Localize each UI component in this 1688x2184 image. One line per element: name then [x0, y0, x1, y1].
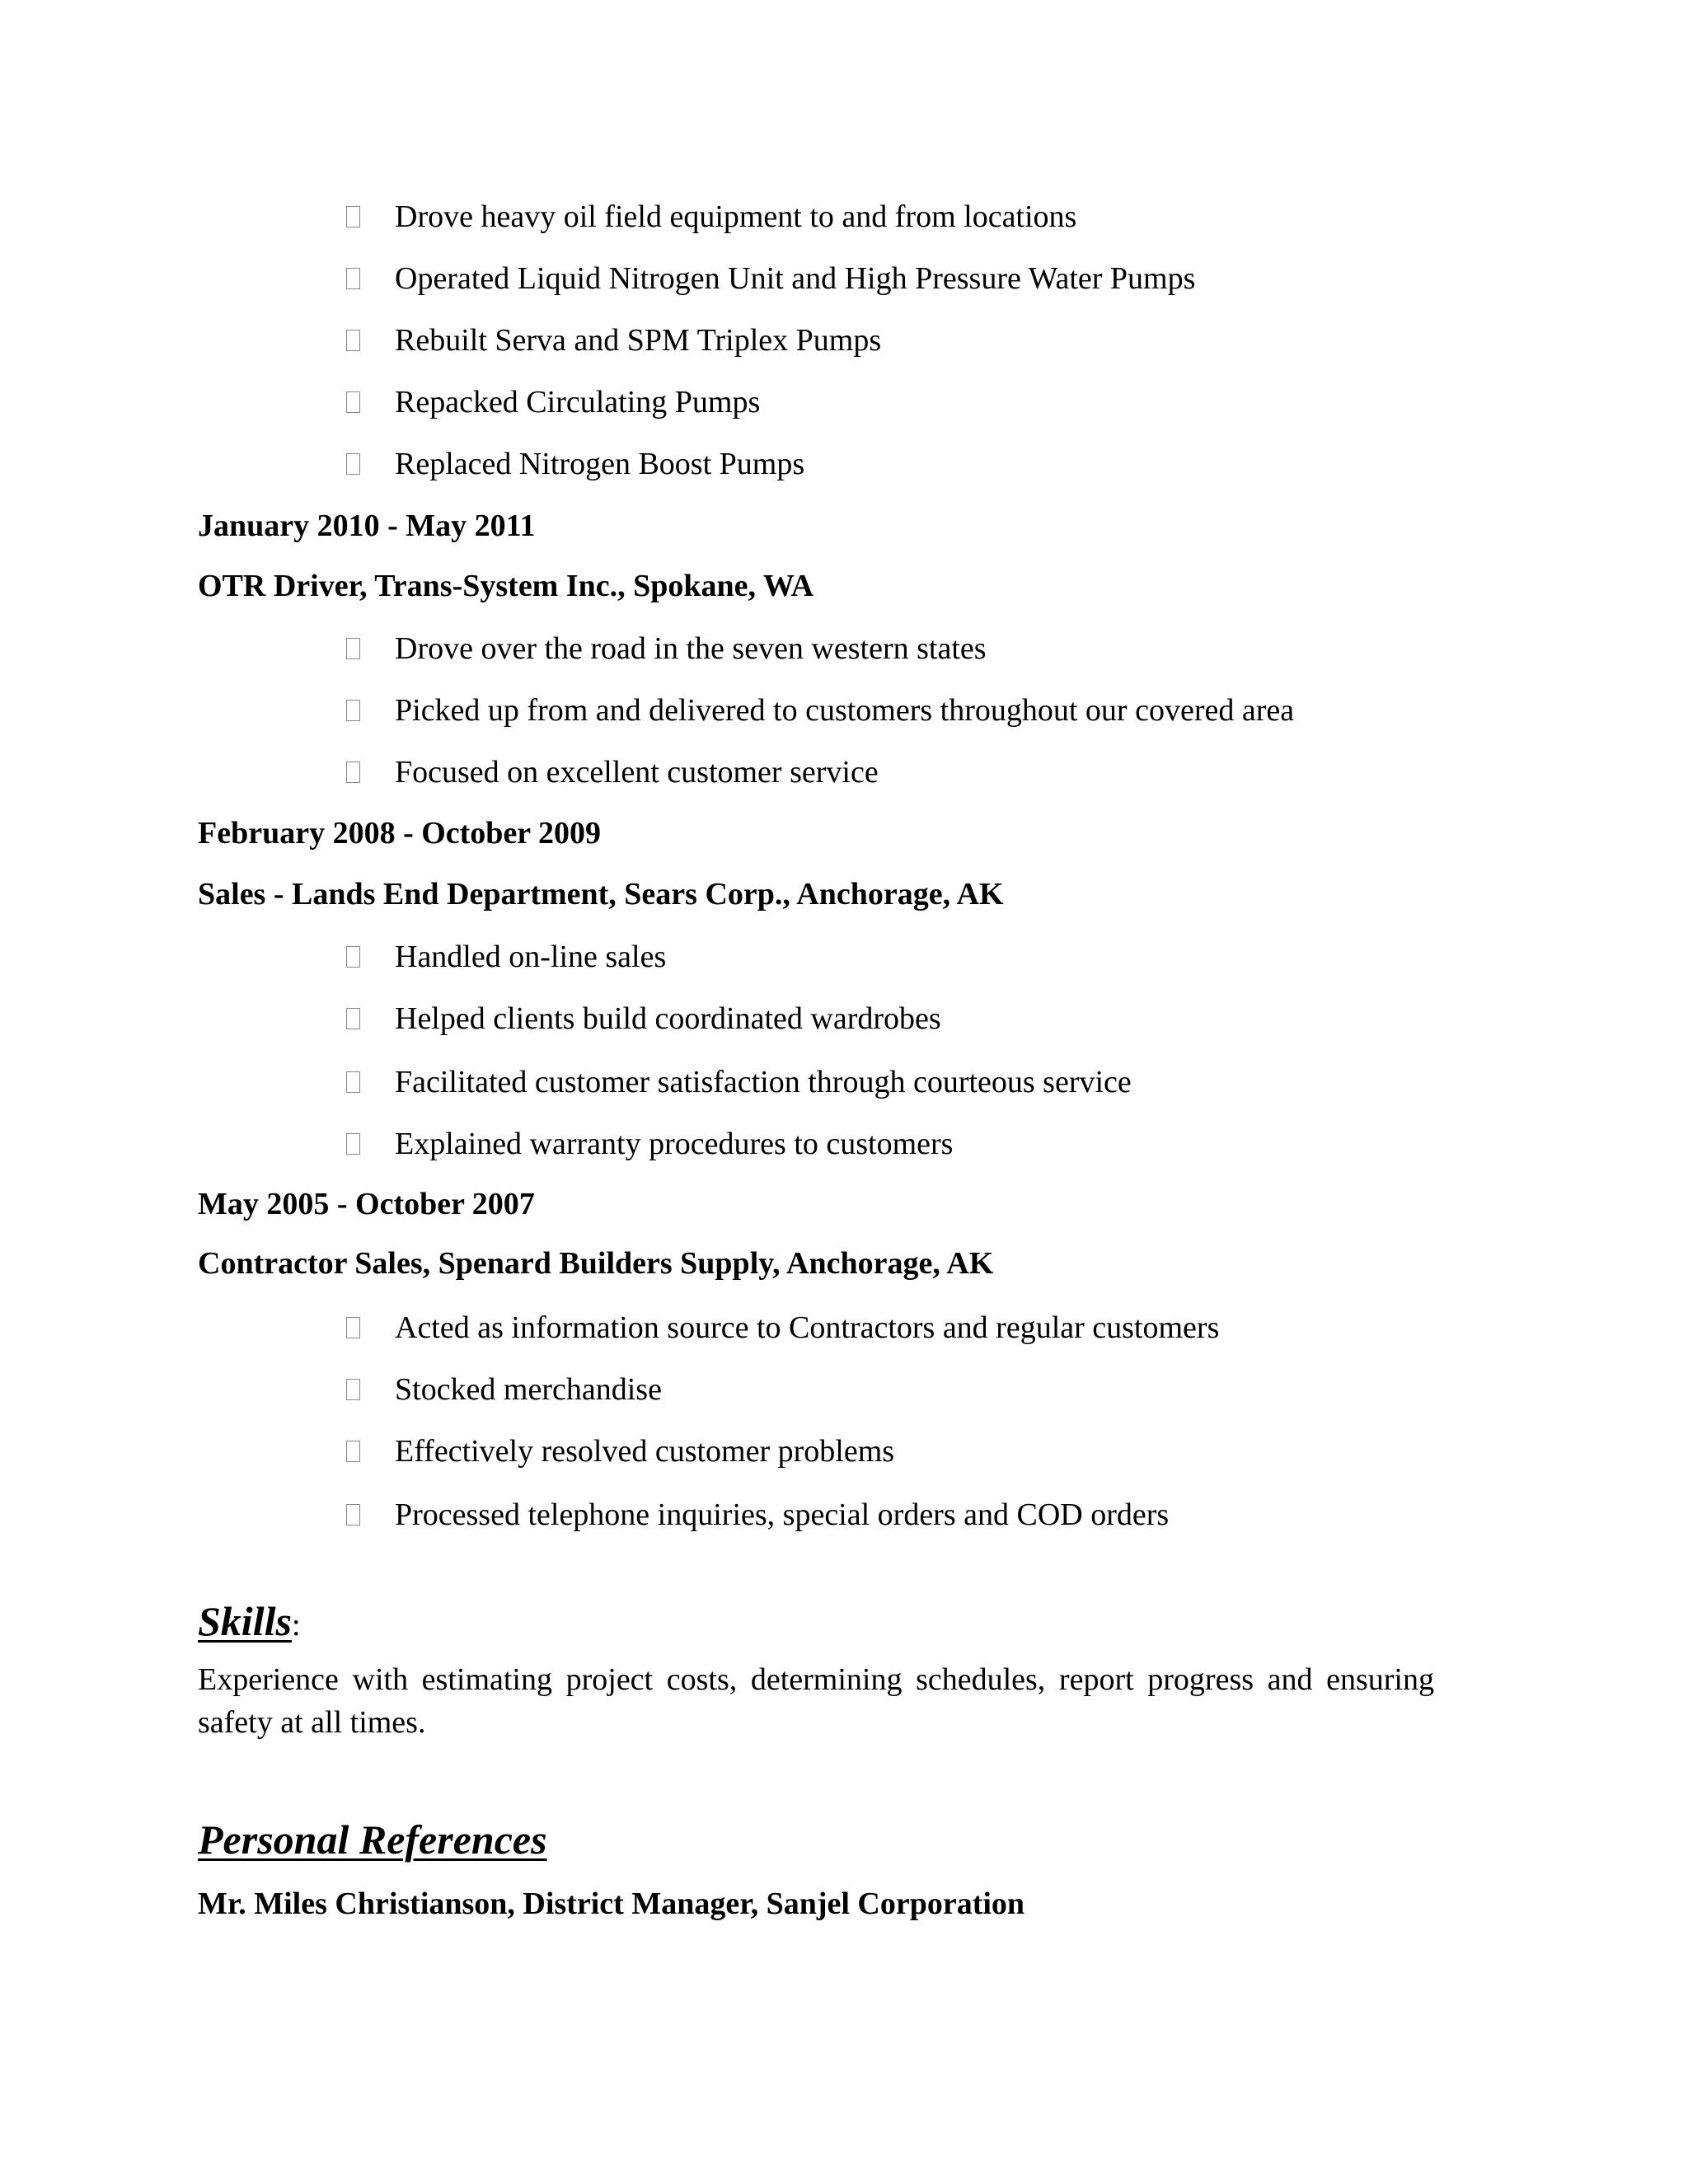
- list-item: [346, 1123, 953, 1165]
- list-item: [346, 628, 987, 669]
- bullet-box-icon: [346, 453, 360, 475]
- bullet-box-icon: [346, 946, 360, 968]
- bullet-text: Rebuilt Serva and SPM Triplex Pumps: [395, 323, 882, 358]
- list-item: [346, 258, 1195, 299]
- bullet-text: Facilitated customer satisfaction through courteous service: [395, 1065, 1132, 1099]
- bullet-text: Repacked Circulating Pumps: [395, 385, 761, 419]
- bullet-text: Processed telephone inquiries, special orders and COD orders: [395, 1497, 1170, 1532]
- bullet-text: Replaced Nitrogen Boost Pumps: [395, 447, 805, 481]
- bullet-box-icon: [346, 206, 360, 227]
- bullet-box-icon: [346, 762, 360, 783]
- list-item: [346, 690, 1294, 731]
- bullet-text: Stocked merchandise: [395, 1372, 662, 1407]
- bullet-box-icon: [346, 330, 360, 351]
- references-heading: Personal References: [198, 1816, 547, 1863]
- bullet-box-icon: [346, 391, 360, 413]
- bullet-box-icon: [346, 1133, 360, 1155]
- bullet-text: Drove heavy oil field equipment to and from locations: [395, 199, 1077, 234]
- bullet-text: Handled on-line sales: [395, 940, 667, 974]
- list-item: [346, 936, 666, 977]
- list-item: [346, 1494, 1169, 1535]
- list-item: [346, 1062, 1132, 1103]
- bullet-box-icon: [346, 1441, 360, 1462]
- job-dates: May 2005 - October 2007: [198, 1187, 535, 1221]
- job-title: OTR Driver, Trans-System Inc., Spokane, WA: [198, 569, 814, 603]
- job-title: Sales - Lands End Department, Sears Corp., Anchorage, AK: [198, 877, 1004, 912]
- list-item: [346, 752, 879, 793]
- skills-text: Experience with estimating project costs, determining schedules, report progress and ensuring safety at all times.: [198, 1662, 1434, 1740]
- bullet-box-icon: [346, 700, 360, 721]
- job-dates: February 2008 - October 2009: [198, 816, 601, 851]
- bullet-text: Focused on excellent customer service: [395, 755, 879, 790]
- bullet-text: Operated Liquid Nitrogen Unit and High Pressure Water Pumps: [395, 261, 1196, 296]
- list-item: [346, 1369, 662, 1410]
- list-item: [346, 443, 804, 485]
- bullet-text: Picked up from and delivered to customers throughout our covered area: [395, 693, 1295, 728]
- job-dates: January 2010 - May 2011: [198, 509, 536, 543]
- bullet-text: Explained warranty procedures to customers: [395, 1127, 954, 1161]
- list-item: [346, 196, 1076, 237]
- bullet-box-icon: [346, 1379, 360, 1400]
- bullet-box-icon: [346, 268, 360, 289]
- list-item: [346, 382, 760, 423]
- bullet-text: Helped clients build coordinated wardrobes: [395, 1001, 941, 1036]
- list-item: [346, 1431, 894, 1472]
- list-item: [346, 1307, 1219, 1348]
- bullet-text: Effectively resolved customer problems: [395, 1434, 895, 1469]
- list-item: [346, 320, 881, 361]
- skills-heading-colon: :: [291, 1608, 301, 1643]
- bullet-box-icon: [346, 1317, 360, 1338]
- bullet-box-icon: [346, 1504, 360, 1526]
- reference-entry: Mr. Miles Christianson, District Manager, Sanjel Corporation: [198, 1886, 1025, 1921]
- bullet-text: Drove over the road in the seven western states: [395, 631, 987, 666]
- skills-heading-text: Skills: [198, 1598, 292, 1644]
- bullet-box-icon: [346, 1071, 360, 1093]
- list-item: [346, 998, 941, 1039]
- skills-heading: [198, 1595, 301, 1652]
- bullet-box-icon: [346, 638, 360, 659]
- bullet-text: Acted as information source to Contractors and regular customers: [395, 1310, 1220, 1345]
- job-title: Contractor Sales, Spenard Builders Supply, Anchorage, AK: [198, 1246, 994, 1281]
- bullet-box-icon: [346, 1008, 360, 1029]
